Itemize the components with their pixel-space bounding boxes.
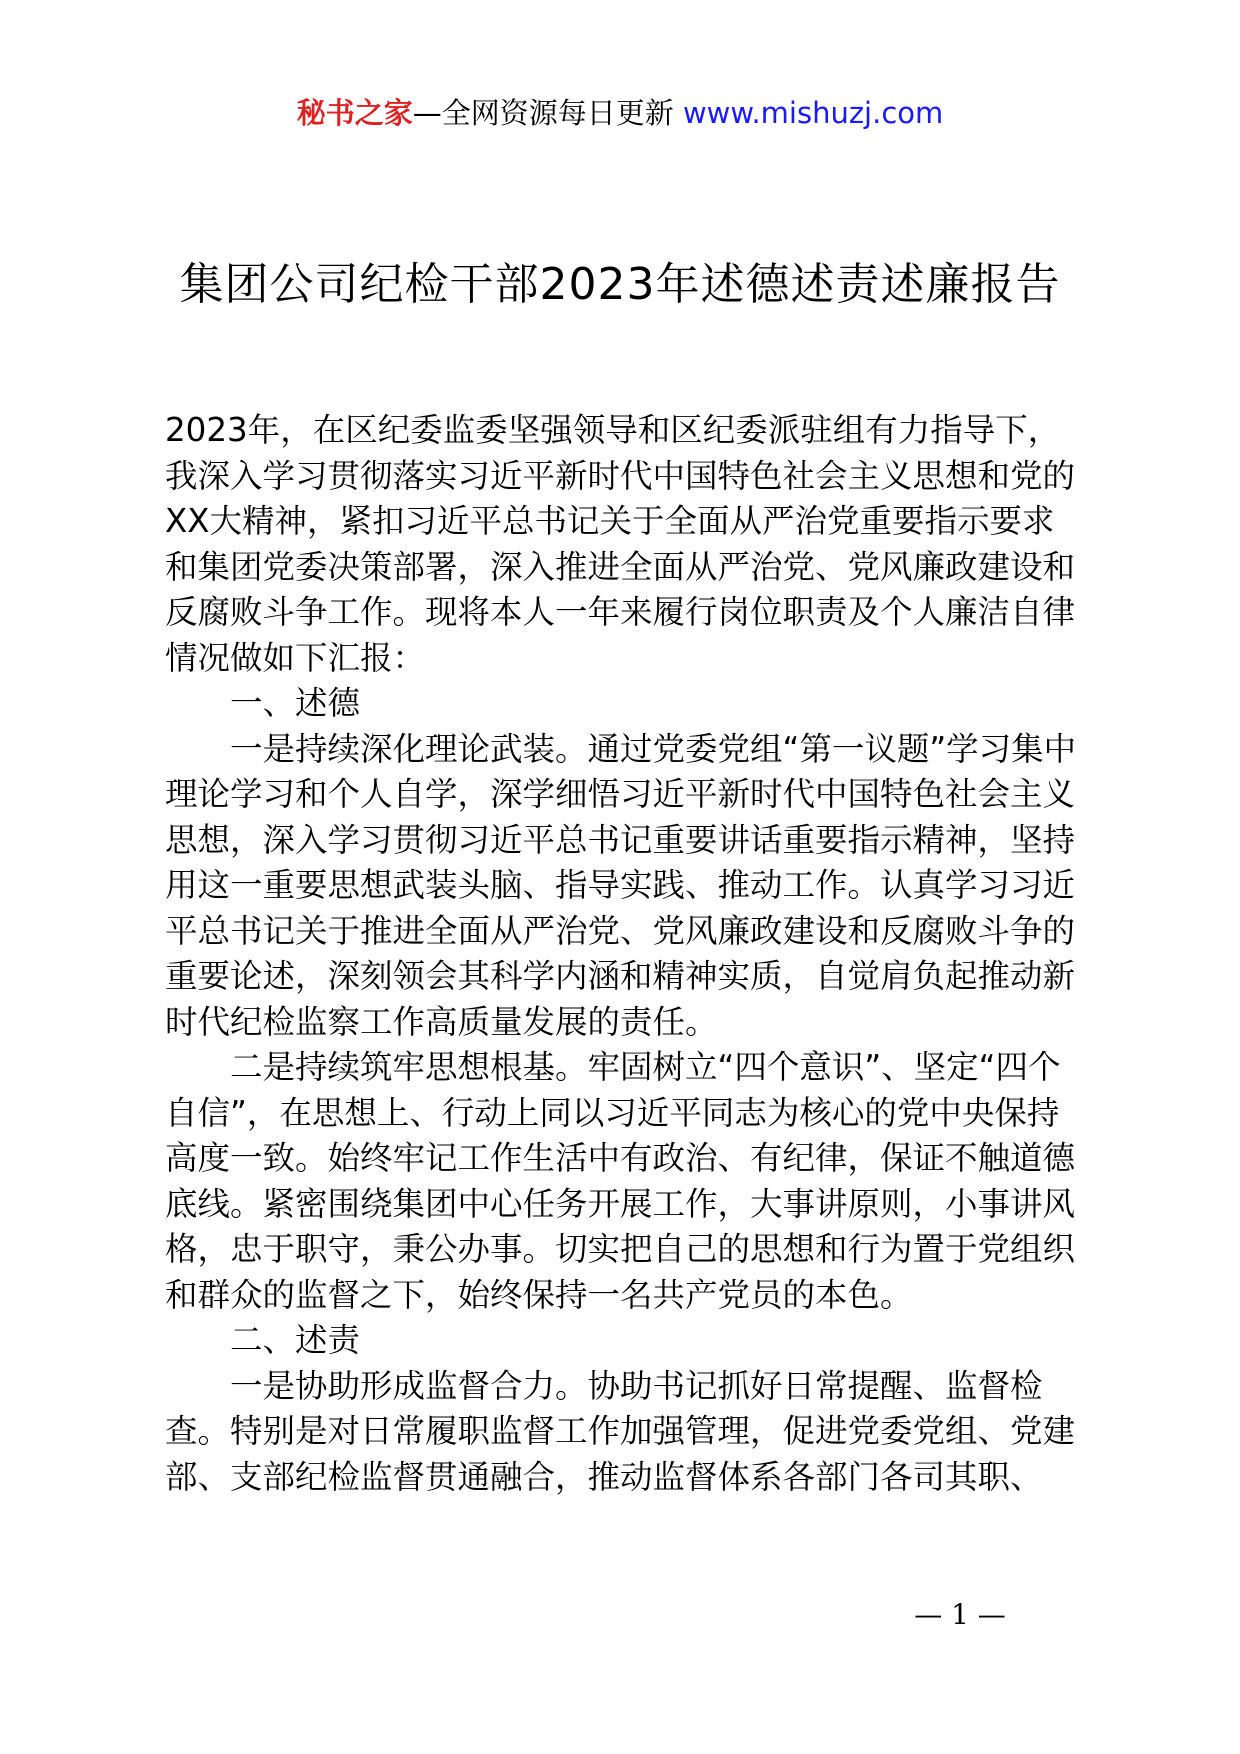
site-brand: 秘书之家 <box>296 96 413 130</box>
document-title: 集团公司纪检干部2023年述德述责述廉报告 <box>179 259 1061 310</box>
document-body <box>165 408 1085 1500</box>
body-paragraph: 一是持续深化理论武装。通过党委党组“第一议题”学习集中理论学习和个人自学，深学细悟习近平新时代中国特色社会主义思想，深入学习贯彻习近平总书记重要讲话重要指示精神，坚持用这一重要思想武装头脑、指导实践、推动工作。认真学习习近平总书记关于推进全面从严治党、党风廉政建设和反腐败斗争的重要论述，深刻领会其科学内涵和精神实质，自觉肩负起推动新时代纪检监察工作高质量发展的责任。 <box>165 729 1077 1041</box>
body-paragraph: 二是持续筑牢思想根基。牢固树立“四个意识”、坚定“四个自信”，在思想上、行动上同以习近平同志为核心的党中央保持高度一致。始终牢记工作生活中有政治、有纪律，保证不触道德底线。紧密围绕集团中心任务开展工作，大事讲原则，小事讲风格，忠于职守，秉公办事。切实把自己的思想和行为置于党组织和群众的监督之下，始终保持一名共产党员的本色。 <box>165 1048 1076 1314</box>
body-paragraph: 一是协助形成监督合力。协助书记抓好日常提醒、监督检查。特别是对日常履职监督工作加强管理，促进党委党组、党建部、支部纪检监督贯通融合，推动监督体系各部门各司其职、 <box>165 1366 1076 1496</box>
section-heading-morality: 一、述德 <box>230 684 361 722</box>
page-number: — 1 — <box>914 1598 1006 1631</box>
site-url-link[interactable]: www.mishuzj.com <box>682 96 944 130</box>
site-banner <box>0 90 1240 136</box>
section-heading-duty: 二、述责 <box>230 1321 361 1359</box>
intro-paragraph: 2023年，在区纪委监委坚强领导和区纪委派驻组有力指导下，我深入学习贯彻落实习近平新时代中国特色社会主义思想和党的XX大精神，紧扣习近平总书记关于全面从严治党重要指示要求和集团党委决策部署，深入推进全面从严治党、党风廉政建设和反腐败斗争工作。现将本人一年来履行岗位职责及个人廉洁自律情况做如下汇报： <box>165 411 1076 677</box>
site-tagline: —全网资源每日更新 <box>412 96 674 130</box>
